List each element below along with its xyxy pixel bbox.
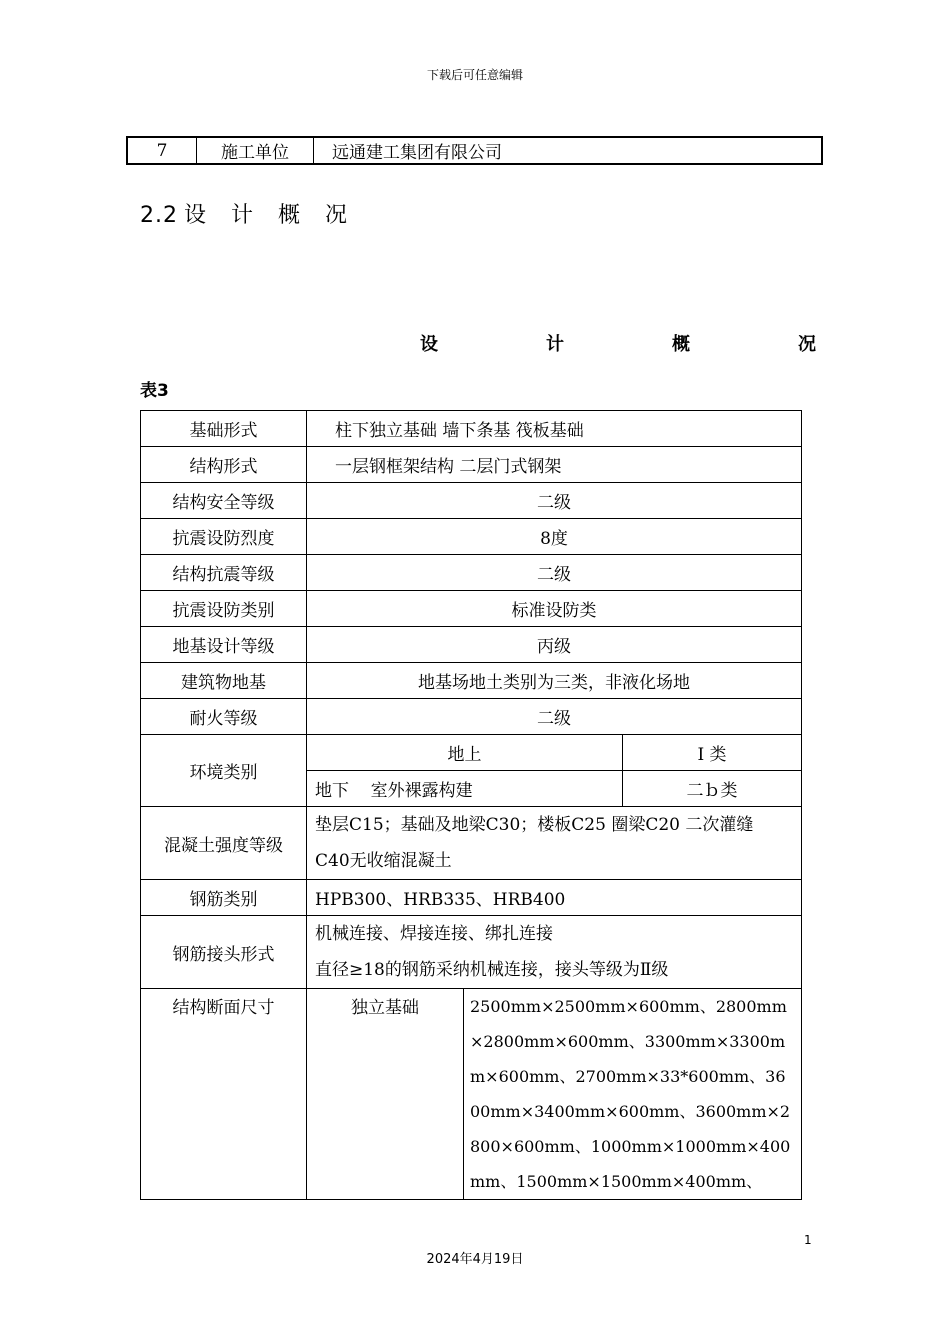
- concrete-value: [307, 807, 802, 880]
- concrete-label: 混凝土强度等级: [141, 807, 307, 880]
- row-number: 7: [127, 137, 197, 164]
- section-number: 2.2: [140, 203, 178, 228]
- contractor-value: 远通建工集团有限公司: [314, 137, 823, 164]
- foundation-value: 柱下独立基础 墙下条基 筏板基础: [307, 411, 802, 447]
- environment-label: 环境类别: [141, 735, 307, 807]
- table-title-char: 计: [546, 334, 564, 355]
- ground-design-value: 丙级: [307, 627, 802, 663]
- safety-value: 二级: [307, 483, 802, 519]
- safety-label: 结构安全等级: [141, 483, 307, 519]
- table-row: [141, 807, 802, 880]
- table-row: [141, 880, 802, 916]
- joint-value: [307, 916, 802, 989]
- table-title-char: 设: [420, 334, 438, 355]
- table-row: [141, 483, 802, 519]
- table-row: [141, 663, 802, 699]
- seismic-category-label: 抗震设防类别: [141, 591, 307, 627]
- rebar-label: 钢筋类别: [141, 880, 307, 916]
- rebar-value: HPB300、HRB335、HRB400: [307, 880, 802, 916]
- table-row: [141, 519, 802, 555]
- foundation-label: 基础形式: [141, 411, 307, 447]
- section-heading: [140, 198, 356, 229]
- fire-value: 二级: [307, 699, 802, 735]
- section-dims-label: 结构断面尺寸: [141, 989, 307, 1200]
- table-title-char: 概: [672, 334, 690, 355]
- environment-below: 地下 室外裸露构建: [307, 771, 623, 807]
- table-row: [141, 699, 802, 735]
- structure-label: 结构形式: [141, 447, 307, 483]
- concrete-line: C40无收缩混凝土: [315, 851, 452, 871]
- site-value: 地基场地土类别为三类，非液化场地: [307, 663, 802, 699]
- environment-below-class: 二ｂ类: [623, 771, 802, 807]
- table-number: 表3: [140, 381, 169, 401]
- table-row: [141, 591, 802, 627]
- intensity-value: 8度: [307, 519, 802, 555]
- seismic-category-value: 标准设防类: [307, 591, 802, 627]
- table-row: [141, 916, 802, 989]
- table-row: [141, 989, 802, 1200]
- table-row: [141, 447, 802, 483]
- contractor-label: 施工单位: [197, 137, 314, 164]
- section-dims-value: 2500mm×2500mm×600mm、2800mm×2800mm×600mm、3300mm×3300mm×600mm、2700mm×33*600mm、3600mm×3400mm×600mm、3600mm×2800×600mm、1000mm×1000mm×400mm、1500mm×1500mm×400mm、: [464, 989, 802, 1200]
- structure-value: 一层钢框架结构 二层门式钢架: [307, 447, 802, 483]
- intensity-label: 抗震设防烈度: [141, 519, 307, 555]
- table-row: [141, 555, 802, 591]
- joint-label: 钢筋接头形式: [141, 916, 307, 989]
- header-note: 下载后可任意编辑: [426, 68, 523, 82]
- section-title: 设 计 概 况: [184, 203, 356, 228]
- environment-above: 地上: [307, 735, 623, 771]
- table-row: [127, 137, 822, 164]
- seismic-grade-value: 二级: [307, 555, 802, 591]
- table-row: [141, 735, 802, 771]
- ground-design-label: 地基设计等级: [141, 627, 307, 663]
- site-label: 建筑物地基: [141, 663, 307, 699]
- contractor-table: [126, 136, 823, 165]
- joint-line: 直径≥18的钢筋采纳机械连接，接头等级为Ⅱ级: [315, 960, 669, 980]
- concrete-line: 垫层C15；基础及地梁C30；楼板C25 圈梁C20 二次灌缝: [315, 815, 754, 835]
- fire-label: 耐火等级: [141, 699, 307, 735]
- table-title-char: 况: [798, 334, 816, 355]
- page-number: 1: [804, 1233, 812, 1247]
- table-row: [141, 627, 802, 663]
- seismic-grade-label: 结构抗震等级: [141, 555, 307, 591]
- joint-line: 机械连接、焊接连接、绑扎连接: [315, 924, 553, 944]
- design-overview-table: [140, 410, 802, 1200]
- environment-above-class: Ⅰ 类: [623, 735, 802, 771]
- section-dims-sublabel: 独立基础: [307, 989, 464, 1200]
- footer-date: 2024年4月19日: [426, 1252, 524, 1267]
- table-title: [420, 330, 816, 356]
- table-row: [141, 411, 802, 447]
